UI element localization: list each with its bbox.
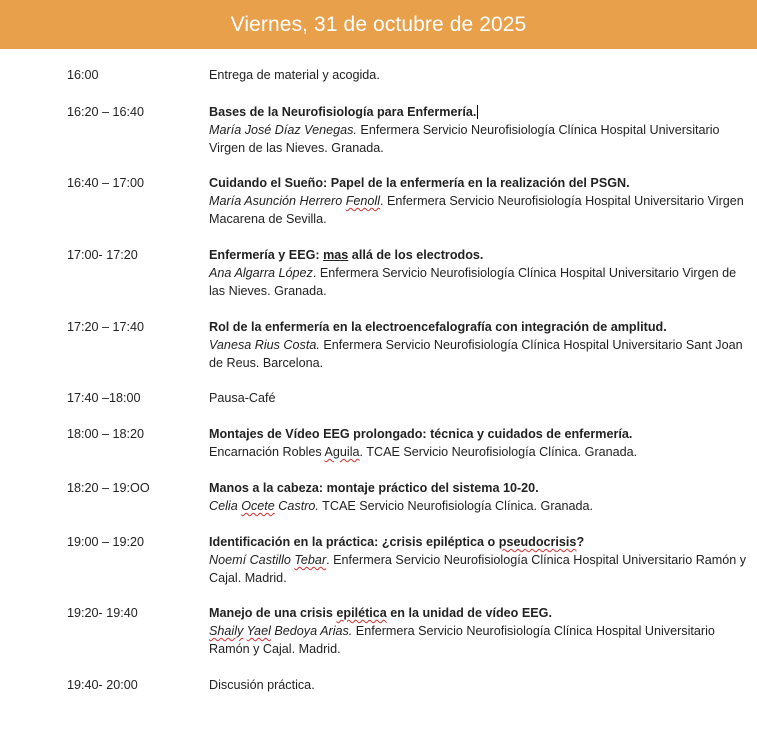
speaker-name: María Asunción Herrero Fenoll <box>209 194 381 208</box>
session-speaker-line <box>209 192 749 228</box>
session-title: Entrega de material y acogida. <box>209 68 380 82</box>
session-time: 19:00 – 19:20 <box>67 535 145 549</box>
session-content <box>209 318 749 372</box>
session-title: Discusión práctica. <box>209 678 315 692</box>
speaker-affiliation: Enfermera Servicio Neurofisiología Clínica Hospital Universitario Virgen de las Nieves. Granada. <box>209 123 720 155</box>
speaker-affiliation: Enfermera Servicio Neurofisiología Clínica Hospital Universitario Ramón y Cajal. Madrid. <box>209 624 715 656</box>
speaker-name: Noemí Castillo Tebar <box>209 553 327 567</box>
speaker-name: María José Díaz Venegas. <box>209 123 357 137</box>
session-time: 17:20 – 17:40 <box>67 320 145 334</box>
session-content <box>209 479 749 515</box>
speaker-name: Ana Algarra López <box>209 266 313 280</box>
speaker-affiliation: TCAE Servicio Neurofisiología Clínica. Granada. <box>318 499 594 513</box>
session-time: 18:00 – 18:20 <box>67 427 145 441</box>
session-time: 16:40 – 17:00 <box>67 176 145 190</box>
speaker-affiliation: . Enfermera Servicio Neurofisiología Clínica Hospital Universitario Ramón y Cajal. Madrid. <box>209 553 747 585</box>
session-time: 19:40- 20:00 <box>67 678 138 692</box>
session-time: 18:20 – 19:OO <box>67 481 150 495</box>
session-speaker-line <box>209 443 749 461</box>
speaker-affiliation: . TCAE Servicio Neurofisiología Clínica. Granada. <box>359 445 638 459</box>
session-title: Bases de la Neurofisiología para Enfermería. <box>209 105 477 119</box>
session-content <box>209 246 749 300</box>
date-header <box>0 0 757 49</box>
session-time: 16:20 – 16:40 <box>67 105 145 119</box>
session-content <box>209 676 749 694</box>
session-speaker-line <box>209 622 749 658</box>
session-title: Identificación en la práctica: ¿crisis epiléptica o pseudocrisis? <box>209 535 585 549</box>
session-title: Montajes de Vídeo EEG prolongado: técnica y cuidados de enfermería. <box>209 427 633 441</box>
session-speaker-line <box>209 121 749 157</box>
session-title: Manejo de una crisis epilética en la unidad de vídeo EEG. <box>209 606 552 620</box>
speaker-name: Vanesa Rius Costa. <box>209 338 320 352</box>
session-speaker-line <box>209 336 749 372</box>
session-title: Manos a la cabeza: montaje práctico del sistema 10-20. <box>209 481 539 495</box>
session-content <box>209 425 749 461</box>
session-time: 19:20- 19:40 <box>67 606 138 620</box>
session-content <box>209 533 749 587</box>
session-time: 17:00- 17:20 <box>67 248 138 262</box>
session-title: Cuidando el Sueño: Papel de la enfermería en la realización del PSGN. <box>209 176 630 190</box>
session-time: 17:40 –18:00 <box>67 391 141 405</box>
session-content <box>209 604 749 658</box>
date-title: Viernes, 31 de octubre de 2025 <box>230 12 527 36</box>
session-speaker-line <box>209 551 749 587</box>
speaker-affiliation: . Enfermera Servicio Neurofisiología Hospital Universitario Virgen Macarena de Sevilla. <box>209 194 744 226</box>
session-time: 16:00 <box>67 68 99 82</box>
session-content <box>209 103 749 157</box>
speaker-affiliation: Enfermera Servicio Neurofisiología Clínica Hospital Universitario Sant Joan de Reus. Barcelona. <box>209 338 743 370</box>
session-speaker-line <box>209 497 749 515</box>
session-content <box>209 66 749 84</box>
speaker-name: Celia Ocete Castro. <box>209 499 319 513</box>
session-speaker-line <box>209 264 749 300</box>
speaker-name: Encarnación Robles Aguila <box>209 445 360 459</box>
session-title: Rol de la enfermería en la electroencefalografía con integración de amplitud. <box>209 320 667 334</box>
speaker-name: Shaily Yael Bedoya Arias. <box>209 624 353 638</box>
speaker-affiliation: . Enfermera Servicio Neurofisiología Clínica Hospital Universitario Virgen de las Nieves. Granada. <box>209 266 737 298</box>
session-title: Pausa-Café <box>209 391 276 405</box>
session-title: Enfermería y EEG: mas allá de los electrodos. <box>209 248 484 262</box>
session-content <box>209 389 749 407</box>
session-content <box>209 174 749 228</box>
